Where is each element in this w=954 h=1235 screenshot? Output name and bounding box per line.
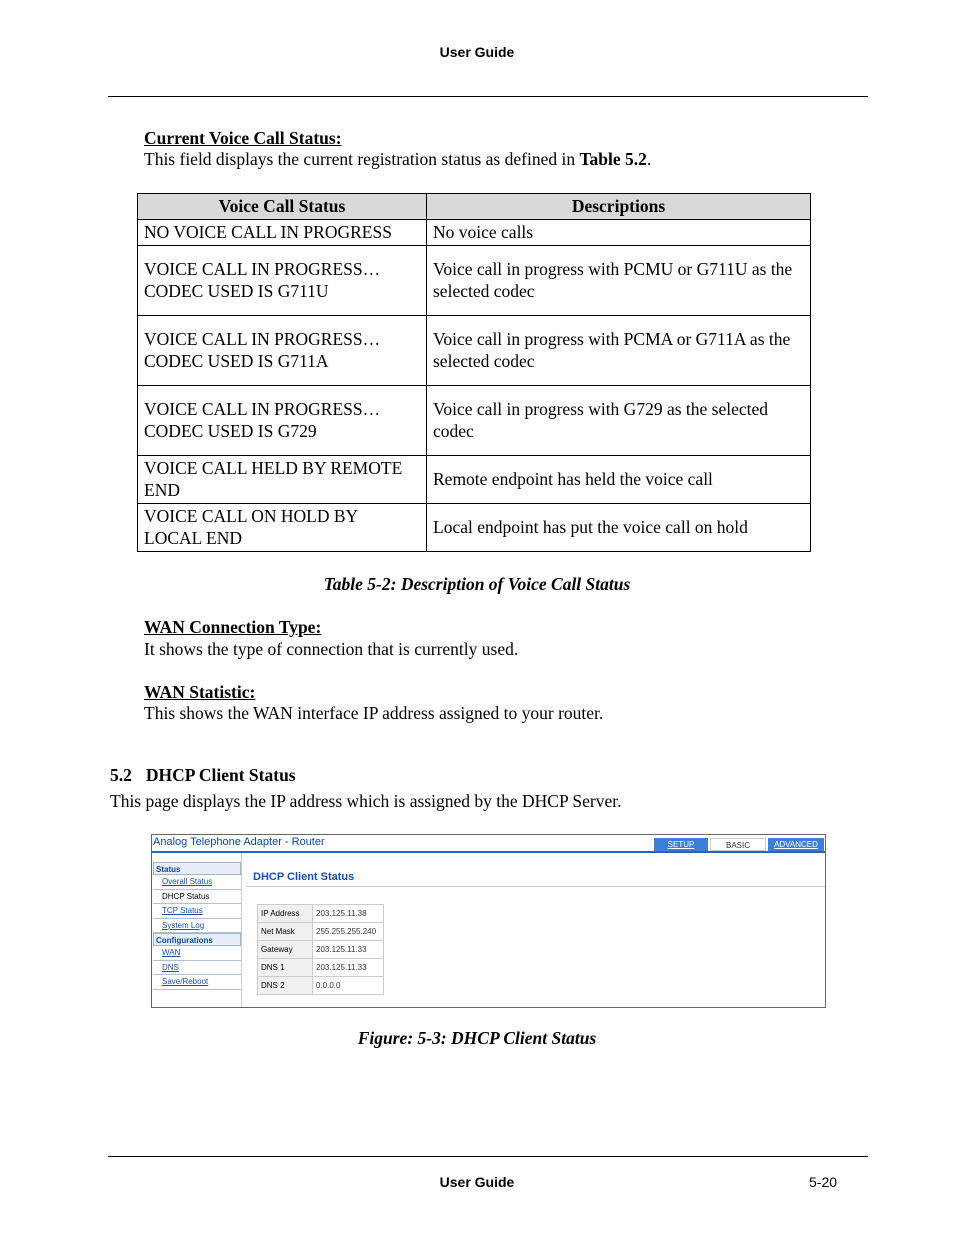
table-cell: NO VOICE CALL IN PROGRESS (138, 220, 427, 246)
table-cell: VOICE CALL ON HOLD BY LOCAL END (138, 504, 427, 552)
tab-advanced[interactable]: ADVANCED (768, 838, 824, 851)
field-value: 203.125.11.38 (313, 905, 384, 923)
field-label: Net Mask (258, 923, 313, 941)
field-label: IP Address (258, 905, 313, 923)
table-cell: VOICE CALL HELD BY REMOTE END (138, 456, 427, 504)
table-row (138, 386, 811, 456)
sidebar-item-save-reboot[interactable]: Save/Reboot (153, 975, 241, 990)
field-label: DNS 2 (258, 977, 313, 995)
footer-rule (108, 1156, 868, 1157)
table-cell: Voice call in progress with G729 as the selected codec (427, 386, 811, 456)
table-row (138, 316, 811, 386)
dhcp-info-table (257, 904, 384, 995)
table-cell: VOICE CALL IN PROGRESS…CODEC USED IS G711A (138, 316, 427, 386)
tab-basic[interactable]: BASIC (710, 838, 766, 851)
field-label: DNS 1 (258, 959, 313, 977)
table-row (138, 504, 811, 552)
figure-caption: Figure: 5-3: DHCP Client Status (357, 1028, 597, 1048)
table-cell: VOICE CALL IN PROGRESS…CODEC USED IS G711U (138, 246, 427, 316)
top-bar (152, 851, 825, 853)
field-value: 255.255.255.240 (313, 923, 384, 941)
table-cell: Remote endpoint has held the voice call (427, 456, 811, 504)
table-row (258, 977, 384, 995)
table-header-cell: Voice Call Status (138, 194, 427, 220)
content-title: DHCP Client Status (253, 871, 355, 883)
tab-setup[interactable]: SETUP (654, 838, 708, 851)
wan-type-description: It shows the type of connection that is currently used. (144, 639, 519, 659)
table-cell: No voice calls (427, 220, 811, 246)
sidebar-item-wan[interactable]: WAN (153, 946, 241, 961)
table-row (258, 905, 384, 923)
field-value: 0.0.0.0 (313, 977, 384, 995)
voice-status-description: This field displays the current registration status as defined in Table 5.2. (144, 149, 652, 169)
sidebar-group-configurations: Configurations (153, 933, 241, 946)
sidebar-item-tcp-status[interactable]: TCP Status (153, 904, 241, 919)
sidebar-item-dhcp-status[interactable]: DHCP Status (153, 890, 241, 905)
table-cell: VOICE CALL IN PROGRESS…CODEC USED IS G729 (138, 386, 427, 456)
sidebar-item-overall-status[interactable]: Overall Status (153, 875, 241, 890)
content-title-rule (246, 886, 825, 887)
table-cell: Voice call in progress with PCMU or G711U as the selected codec (427, 246, 811, 316)
sidebar-item-system-log[interactable]: System Log (153, 919, 241, 934)
table-cell: Voice call in progress with PCMA or G711A as the selected codec (427, 316, 811, 386)
table-caption: Table 5-2: Description of Voice Call Status (323, 574, 631, 594)
page-number: 5-20 (809, 1174, 838, 1190)
page-footer: User Guide (439, 1174, 515, 1190)
sidebar (153, 862, 241, 990)
page-header: User Guide (439, 44, 515, 60)
voice-status-heading: Current Voice Call Status: (144, 128, 342, 148)
table-row (258, 923, 384, 941)
field-value: 203.125.11.33 (313, 941, 384, 959)
section-description: This page displays the IP address which is assigned by the DHCP Server. (110, 791, 622, 811)
table-header-cell: Descriptions (427, 194, 811, 220)
section-heading: 5.2 DHCP Client Status (110, 765, 296, 785)
dhcp-screenshot (151, 834, 826, 1008)
voice-call-status-table (137, 193, 811, 552)
header-rule (108, 96, 868, 97)
field-label: Gateway (258, 941, 313, 959)
content-divider (241, 853, 242, 1007)
wan-type-heading: WAN Connection Type: (144, 617, 322, 637)
table-cell: Local endpoint has put the voice call on hold (427, 504, 811, 552)
field-value: 203.125.11.33 (313, 959, 384, 977)
sidebar-group-status: Status (153, 862, 241, 875)
table-row (138, 246, 811, 316)
sidebar-item-dns[interactable]: DNS (153, 961, 241, 976)
app-title: Analog Telephone Adapter - Router (153, 836, 325, 848)
table-row (258, 959, 384, 977)
table-row (138, 456, 811, 504)
wan-statistic-description: This shows the WAN interface IP address assigned to your router. (144, 703, 604, 723)
table-row (258, 941, 384, 959)
table-header-row (138, 194, 811, 220)
table-row (138, 220, 811, 246)
wan-statistic-heading: WAN Statistic: (144, 682, 256, 702)
